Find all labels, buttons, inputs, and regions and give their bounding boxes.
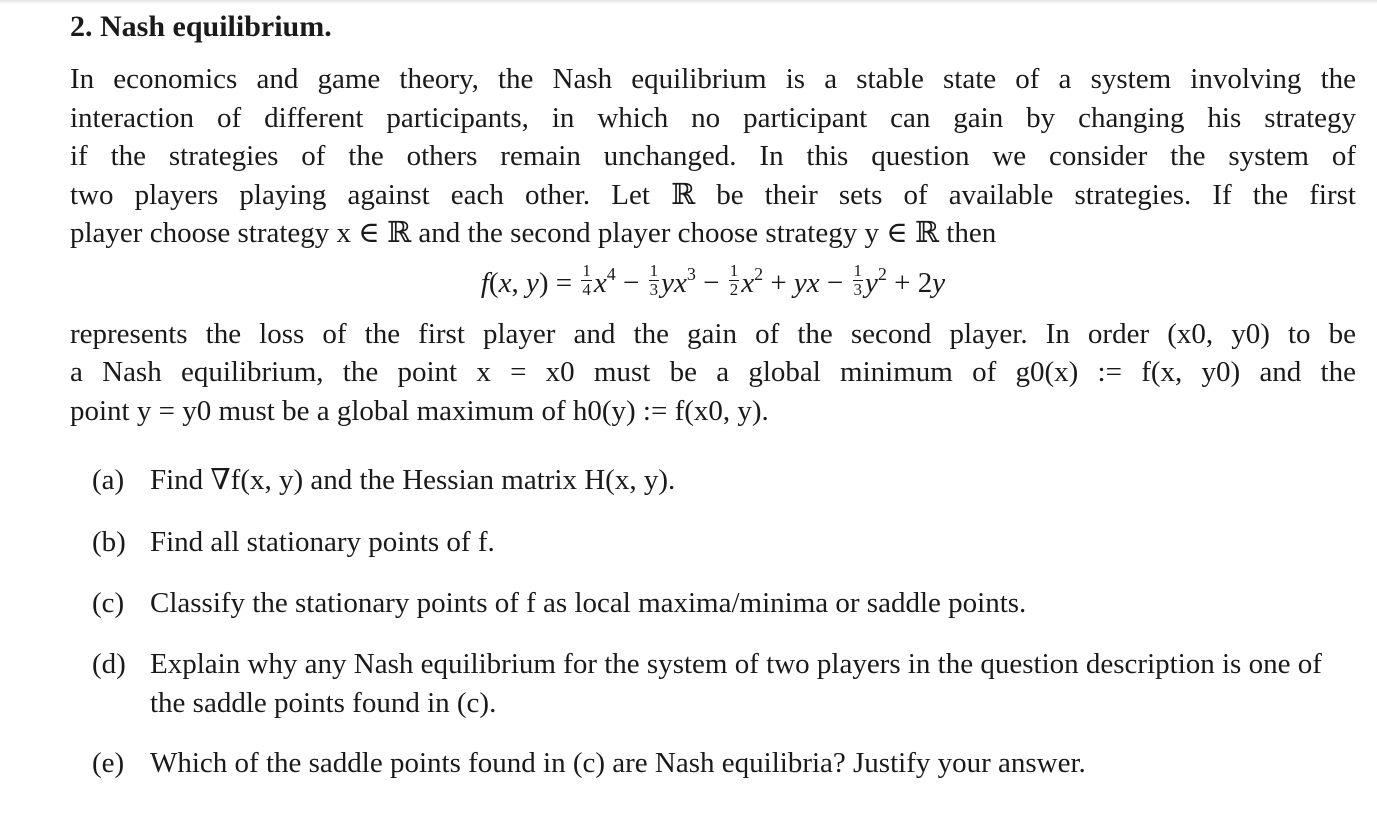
- part-d: [92, 645, 1356, 722]
- intro-line: player choose strategy x ∈ ℝ and the second player choose strategy y ∈ ℝ then: [70, 217, 997, 249]
- part-a: [92, 461, 675, 500]
- part-text: Find ∇f(x, y) and the Hessian matrix H(x, y).: [150, 464, 676, 496]
- definition-line: represents the loss of the first player and the gain of the second player. In order (x0, y0) to be: [70, 317, 1356, 350]
- part-c: [92, 584, 1026, 623]
- loss-function-formula: f(x, y) = $\frac{1}{4}$ $x^4$ − $\frac{1}{3}$ $yx^3$ − $\frac{1}{2}$ $x^2$ + yx − $\frac{1}{3}$ $y^2 + 2y$: [480, 261, 946, 300]
- part-text: Which of the saddle points found in (c) are Nash equilibria? Justify your answer.: [150, 747, 1086, 779]
- intro-line: In economics and game theory, the Nash equilibrium is a stable state of a system involving the: [70, 63, 1356, 95]
- fraction-one-third: $\frac{1}{3}$: [649, 261, 659, 300]
- part-b: [92, 523, 495, 562]
- intro-line: two players playing against each other. Let ℝ be their sets of available strategies. If the first: [70, 178, 1356, 211]
- part-e: [92, 744, 1086, 783]
- top-divider: [0, 0, 1377, 4]
- part-label: (a): [92, 464, 125, 496]
- problem-title: 2. Nash equilibrium.: [70, 10, 332, 43]
- intro-line: interaction of different participants, in which no participant can gain by changing his strategy: [70, 101, 1356, 134]
- intro-line: if the strategies of the others remain unchanged. In this question we consider the system of: [70, 140, 1356, 172]
- part-label: (b): [92, 526, 126, 558]
- intro-paragraph: [70, 60, 1356, 253]
- problem-page: [70, 8, 1356, 779]
- fraction-one-half: $\frac{1}{2}$: [729, 261, 739, 300]
- definition-line: point y = y0 must be a global maximum of h0(y) := f(x0, y).: [70, 394, 769, 427]
- fraction-one-quarter: $\frac{1}{4}$: [582, 261, 591, 300]
- definition-paragraph: [70, 315, 1356, 431]
- part-text: Explain why any Nash equilibrium for the system of two players in the question description is one of the saddle points found in (c).: [150, 648, 1322, 719]
- part-text: Classify the stationary points of f as local maxima/minima or saddle points.: [150, 587, 1027, 619]
- part-label: (e): [92, 747, 125, 779]
- part-text: Find all stationary points of f.: [150, 526, 495, 558]
- part-label: (d): [92, 648, 126, 680]
- definition-line: a Nash equilibrium, the point x = x0 must be a global minimum of g0(x) := f(x, y0) and the: [70, 356, 1356, 388]
- part-label: (c): [92, 587, 125, 619]
- fraction-one-third: $\frac{1}{3}$: [853, 261, 863, 300]
